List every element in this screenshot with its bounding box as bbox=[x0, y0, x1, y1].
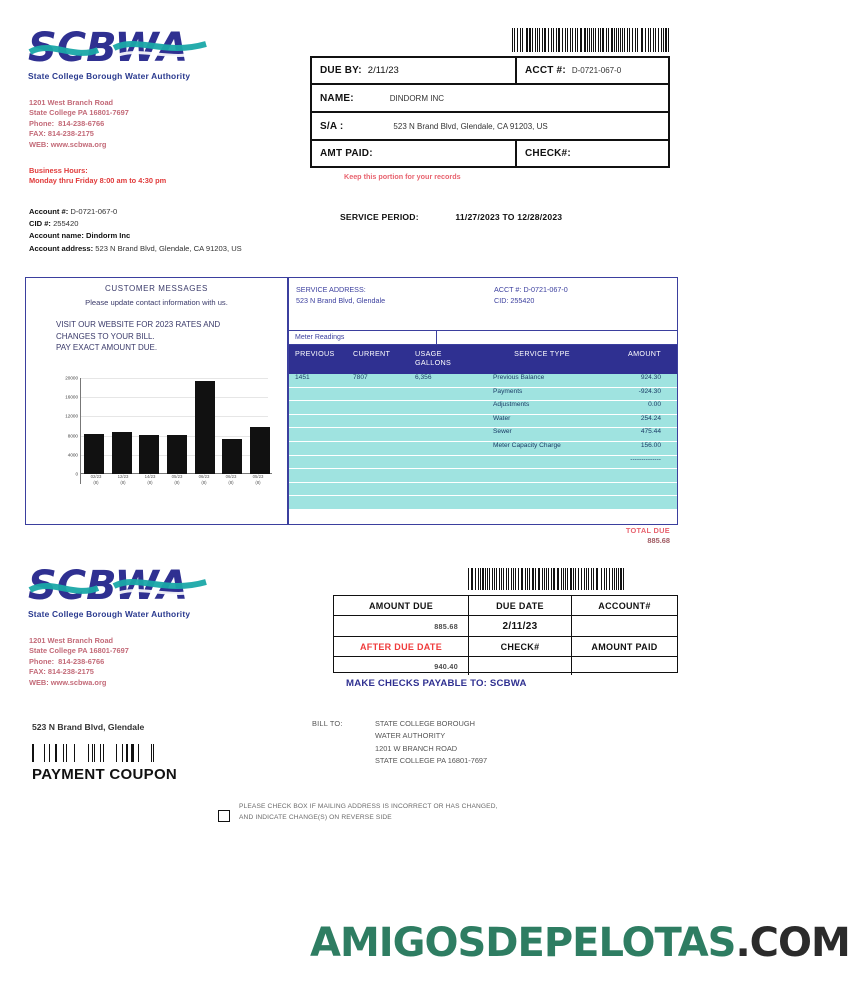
acct-cell bbox=[517, 58, 668, 83]
amt-paid-cell[interactable] bbox=[312, 141, 517, 166]
y-axis-tick-label: 0 bbox=[75, 471, 78, 477]
cell-usage bbox=[415, 442, 477, 455]
address-change-note-line2: AND INDICATE CHANGE(S) ON REVERSE SIDE bbox=[239, 813, 392, 821]
x-axis-tick-label: 05/23 (8) bbox=[252, 474, 264, 485]
table-row bbox=[289, 456, 677, 470]
coupon-account-value[interactable] bbox=[572, 616, 677, 636]
cell-current: 7807 bbox=[353, 374, 368, 381]
address-line: FAX: 814-238-2175 bbox=[29, 667, 94, 677]
x-axis-tick-label: 14/23 (8) bbox=[144, 474, 156, 485]
bill-to-block bbox=[312, 718, 612, 774]
address-line: 1201 West Branch Road bbox=[29, 636, 114, 645]
scbwa-logo-icon bbox=[28, 26, 210, 70]
cell-amount: 156.00 bbox=[640, 441, 661, 449]
cell-service-type bbox=[477, 496, 607, 509]
bar bbox=[250, 427, 270, 474]
company-logo-bottom bbox=[28, 564, 238, 619]
coupon-due-date-value: 2/11/23 bbox=[469, 616, 572, 636]
cid-label: CID #: bbox=[29, 219, 51, 229]
barcode-top bbox=[512, 28, 670, 52]
message-line: CHANGES TO YOUR BILL. bbox=[56, 331, 155, 341]
cid-value: 255420 bbox=[53, 219, 79, 229]
cell-current bbox=[353, 388, 415, 401]
cell-amount bbox=[607, 469, 677, 482]
address-line: State College PA 16801-7697 bbox=[29, 646, 129, 656]
coupon-header-account: ACCOUNT# bbox=[598, 600, 651, 611]
y-axis-tick-label: 20000 bbox=[65, 375, 78, 381]
coupon-check-number[interactable] bbox=[469, 657, 572, 675]
cell-amount: 0.00 bbox=[648, 401, 661, 409]
account-number-value: D-0721-067-0 bbox=[70, 207, 118, 216]
cell-service-type: Payments bbox=[493, 387, 523, 395]
cell-current bbox=[353, 401, 415, 414]
cell-previous bbox=[289, 428, 353, 441]
service-charges-panel bbox=[288, 277, 678, 525]
table-row bbox=[289, 442, 677, 456]
cell-usage bbox=[415, 401, 477, 414]
table-row bbox=[289, 469, 677, 483]
x-axis-tick-label: 02/23 (8) bbox=[90, 474, 102, 485]
bill-to-line: 1201 W BRANCH ROAD bbox=[375, 743, 458, 753]
acct-value: D-0721-067-0 bbox=[571, 66, 622, 75]
service-period bbox=[340, 212, 562, 222]
coupon-header-amount-paid: AMOUNT PAID bbox=[591, 641, 658, 652]
col-usage bbox=[415, 345, 477, 374]
col-usage-line2: GALLONS bbox=[415, 358, 452, 367]
meter-readings-spacer bbox=[437, 331, 677, 344]
y-axis-tick-label: 12000 bbox=[65, 413, 78, 419]
bill-to-line: WATER AUTHORITY bbox=[375, 731, 446, 741]
usage-bar-chart bbox=[54, 375, 272, 498]
charges-table-header bbox=[289, 345, 677, 374]
hours-label: Business Hours: bbox=[29, 166, 88, 175]
cell-service-type: Water bbox=[493, 414, 511, 422]
service-acct-block bbox=[494, 284, 568, 306]
col-usage-line1: USAGE bbox=[415, 349, 442, 358]
coupon-header-due-date: DUE DATE bbox=[469, 596, 572, 615]
cell-previous bbox=[289, 469, 353, 482]
x-axis-tick-label: 06/23 (8) bbox=[198, 474, 210, 485]
total-due-value: 885.68 bbox=[647, 536, 670, 545]
address-line: 1201 West Branch Road bbox=[29, 98, 114, 107]
coupon-after-due-amount: 940.40 bbox=[334, 657, 469, 675]
cell-current bbox=[353, 456, 415, 469]
service-address-value: 523 N Brand Blvd, Glendale bbox=[296, 296, 386, 305]
cell-amount: 924.30 bbox=[640, 374, 661, 381]
cell-previous bbox=[289, 401, 353, 414]
svg-text:SCBWA: SCBWA bbox=[28, 563, 189, 609]
account-summary-block bbox=[29, 206, 329, 255]
name-cell bbox=[312, 85, 668, 111]
cell-usage bbox=[415, 483, 477, 496]
cell-previous bbox=[289, 456, 353, 469]
account-name-value: Dindorm Inc bbox=[85, 231, 131, 241]
company-logo-top bbox=[28, 26, 238, 81]
col-service-type: SERVICE TYPE bbox=[514, 349, 570, 358]
service-period-label: SERVICE PERIOD: bbox=[340, 212, 419, 222]
watermark-part2: .COM bbox=[735, 920, 850, 966]
cell-previous bbox=[289, 442, 353, 455]
y-axis bbox=[80, 378, 81, 484]
bar bbox=[84, 434, 104, 474]
table-row bbox=[289, 496, 677, 510]
service-address-block bbox=[296, 284, 385, 306]
cell-previous bbox=[289, 415, 353, 428]
panel-acct-label: ACCT #: bbox=[494, 285, 522, 294]
coupon-header-after-due-date: AFTER DUE DATE bbox=[334, 637, 469, 656]
x-axis-tick-label: 05/23 (8) bbox=[171, 474, 183, 485]
bar bbox=[112, 432, 132, 474]
cell-usage bbox=[415, 415, 477, 428]
due-by-value: 2/11/23 bbox=[367, 65, 399, 76]
address-line: FAX: 814-238-2175 bbox=[29, 129, 94, 139]
bar bbox=[167, 435, 187, 474]
bar bbox=[139, 435, 159, 474]
bar bbox=[195, 381, 215, 474]
col-amount: AMOUNT bbox=[628, 349, 661, 358]
payment-coupon-title: PAYMENT COUPON bbox=[32, 766, 178, 783]
cell-service-type bbox=[477, 469, 607, 482]
cell-service-type: Sewer bbox=[493, 428, 512, 436]
bar-group bbox=[84, 378, 270, 474]
service-panel-header bbox=[289, 278, 677, 330]
account-address-label: Account address: bbox=[29, 243, 94, 253]
coupon-service-address: 523 N Brand Blvd, Glendale bbox=[32, 722, 145, 732]
name-value: DINDORM INC bbox=[389, 93, 444, 103]
logo-subtitle: State College Borough Water Authority bbox=[28, 71, 191, 81]
cell-amount: -924.30 bbox=[638, 387, 661, 395]
account-address-value: 523 N Brand Blvd, Glendale, CA 91203, US bbox=[95, 243, 242, 253]
cell-current bbox=[353, 428, 415, 441]
cell-usage bbox=[415, 496, 477, 509]
address-change-checkbox[interactable] bbox=[218, 810, 230, 822]
account-name-label: Account name: bbox=[29, 231, 84, 241]
cell-previous bbox=[289, 388, 353, 401]
customer-messages-title: CUSTOMER MESSAGES bbox=[105, 284, 208, 293]
acct-label: ACCT #: bbox=[525, 65, 566, 76]
table-row bbox=[289, 415, 677, 429]
cell-service-type bbox=[477, 456, 607, 469]
bill-to-label: BILL TO: bbox=[312, 719, 343, 728]
service-address-label: SERVICE ADDRESS: bbox=[296, 285, 366, 294]
table-row bbox=[289, 388, 677, 402]
barcode-bottom bbox=[468, 568, 626, 590]
cell-usage bbox=[415, 388, 477, 401]
cell-current bbox=[353, 496, 415, 509]
cell-usage: 6,356 bbox=[415, 374, 432, 381]
bill-to-line: STATE COLLEGE PA 16801-7697 bbox=[375, 756, 488, 766]
cell-service-type: Meter Capacity Charge bbox=[493, 441, 561, 449]
table-row bbox=[289, 483, 677, 497]
charges-table-body bbox=[289, 374, 677, 510]
meter-readings-row bbox=[289, 330, 677, 345]
name-label: NAME: bbox=[320, 92, 354, 104]
bill-stub-table bbox=[310, 56, 670, 168]
keep-portion-note: Keep this portion for your records bbox=[344, 172, 461, 181]
service-period-value: 11/27/2023 TO 12/28/2023 bbox=[455, 212, 563, 222]
message-line: VISIT OUR WEBSITE FOR 2023 RATES AND bbox=[56, 320, 221, 329]
barcode-coupon bbox=[32, 744, 160, 762]
message-line: PAY EXACT AMOUNT DUE. bbox=[56, 343, 158, 352]
cell-amount: 254.24 bbox=[640, 414, 661, 422]
coupon-amount-due-value: 885.68 bbox=[334, 616, 469, 636]
x-axis-tick-label: 06/23 (8) bbox=[225, 474, 237, 485]
col-previous: PREVIOUS bbox=[295, 349, 335, 358]
cell-previous: 1451 bbox=[295, 374, 310, 381]
meter-readings-label: Meter Readings bbox=[289, 331, 437, 344]
account-number-label: Account #: bbox=[29, 207, 69, 216]
col-current: CURRENT bbox=[353, 349, 391, 358]
customer-messages-box bbox=[25, 277, 288, 525]
address-line: WEB: www.scbwa.org bbox=[29, 139, 107, 149]
table-row bbox=[289, 401, 677, 415]
y-axis-tick-label: 4000 bbox=[67, 452, 78, 458]
panel-acct-value: D-0721-067-0 bbox=[523, 285, 568, 294]
table-row bbox=[289, 374, 677, 388]
y-axis-tick-label: 8000 bbox=[67, 433, 78, 439]
company-address-top bbox=[29, 98, 129, 150]
coupon-header-check: CHECK# bbox=[469, 637, 572, 656]
sa-value: 523 N Brand Blvd, Glendale, CA 91203, US bbox=[393, 121, 548, 131]
svg-text:SCBWA: SCBWA bbox=[28, 25, 189, 71]
cell-amount bbox=[607, 496, 677, 509]
watermark-part1: AMIGOSDEPELOTAS bbox=[310, 920, 736, 966]
coupon-amount-paid[interactable] bbox=[572, 657, 677, 675]
cell-current bbox=[353, 442, 415, 455]
bill-to-line: STATE COLLEGE BOROUGH bbox=[375, 719, 475, 728]
cell-current bbox=[353, 483, 415, 496]
address-line: Phone: 814-238-6766 bbox=[29, 656, 105, 666]
check-label: CHECK#: bbox=[525, 148, 571, 159]
make-checks-payable-note: MAKE CHECKS PAYABLE TO: SCBWA bbox=[346, 678, 527, 689]
customer-messages-subtitle: Please update contact information with us. bbox=[85, 298, 228, 307]
check-number-cell[interactable] bbox=[517, 141, 668, 166]
address-change-note-line1: PLEASE CHECK BOX IF MAILING ADDRESS IS INCORRECT OR HAS CHANGED, bbox=[239, 803, 498, 810]
cell-amount: -------------- bbox=[630, 455, 661, 463]
address-line: State College PA 16801-7697 bbox=[29, 108, 129, 118]
scbwa-logo-icon bbox=[28, 564, 210, 608]
address-line: WEB: www.scbwa.org bbox=[29, 677, 107, 687]
total-due-label: TOTAL DUE bbox=[625, 526, 670, 535]
x-axis-tick-label: 12/23 (8) bbox=[117, 474, 129, 485]
table-row bbox=[289, 428, 677, 442]
customer-messages-list bbox=[56, 319, 287, 354]
cell-previous bbox=[289, 496, 353, 509]
panel-cid-value: 255420 bbox=[510, 296, 535, 305]
x-axis-labels bbox=[84, 474, 270, 490]
cell-current bbox=[353, 469, 415, 482]
cell-usage bbox=[415, 428, 477, 441]
cell-previous bbox=[289, 483, 353, 496]
service-address-cell bbox=[312, 113, 668, 139]
due-by-label: DUE BY: bbox=[320, 65, 362, 76]
logo-subtitle: State College Borough Water Authority bbox=[28, 609, 191, 619]
business-hours-top bbox=[29, 166, 166, 187]
cell-usage bbox=[415, 456, 477, 469]
hours-value: Monday thru Friday 8:00 am to 4:30 pm bbox=[29, 176, 167, 186]
address-line: Phone: 814-238-6766 bbox=[29, 118, 105, 128]
panel-cid-label: CID: bbox=[494, 296, 509, 305]
watermark bbox=[310, 920, 850, 966]
bar bbox=[222, 439, 242, 474]
y-axis-tick-label: 16000 bbox=[65, 394, 78, 400]
address-change-note bbox=[239, 802, 659, 823]
payment-coupon-table bbox=[333, 595, 678, 673]
company-address-bottom bbox=[29, 636, 129, 688]
cell-amount bbox=[607, 483, 677, 496]
sa-label: S/A : bbox=[320, 120, 344, 132]
cell-amount: 475.44 bbox=[640, 428, 661, 436]
cell-service-type: Previous Balance bbox=[493, 374, 545, 381]
cell-service-type bbox=[477, 483, 607, 496]
cell-usage bbox=[415, 469, 477, 482]
due-by-cell bbox=[312, 58, 517, 83]
cell-service-type: Adjustments bbox=[493, 401, 530, 409]
cell-current bbox=[353, 415, 415, 428]
coupon-header-amount-due: AMOUNT DUE bbox=[334, 596, 469, 615]
amt-paid-label: AMT PAID: bbox=[320, 148, 373, 159]
